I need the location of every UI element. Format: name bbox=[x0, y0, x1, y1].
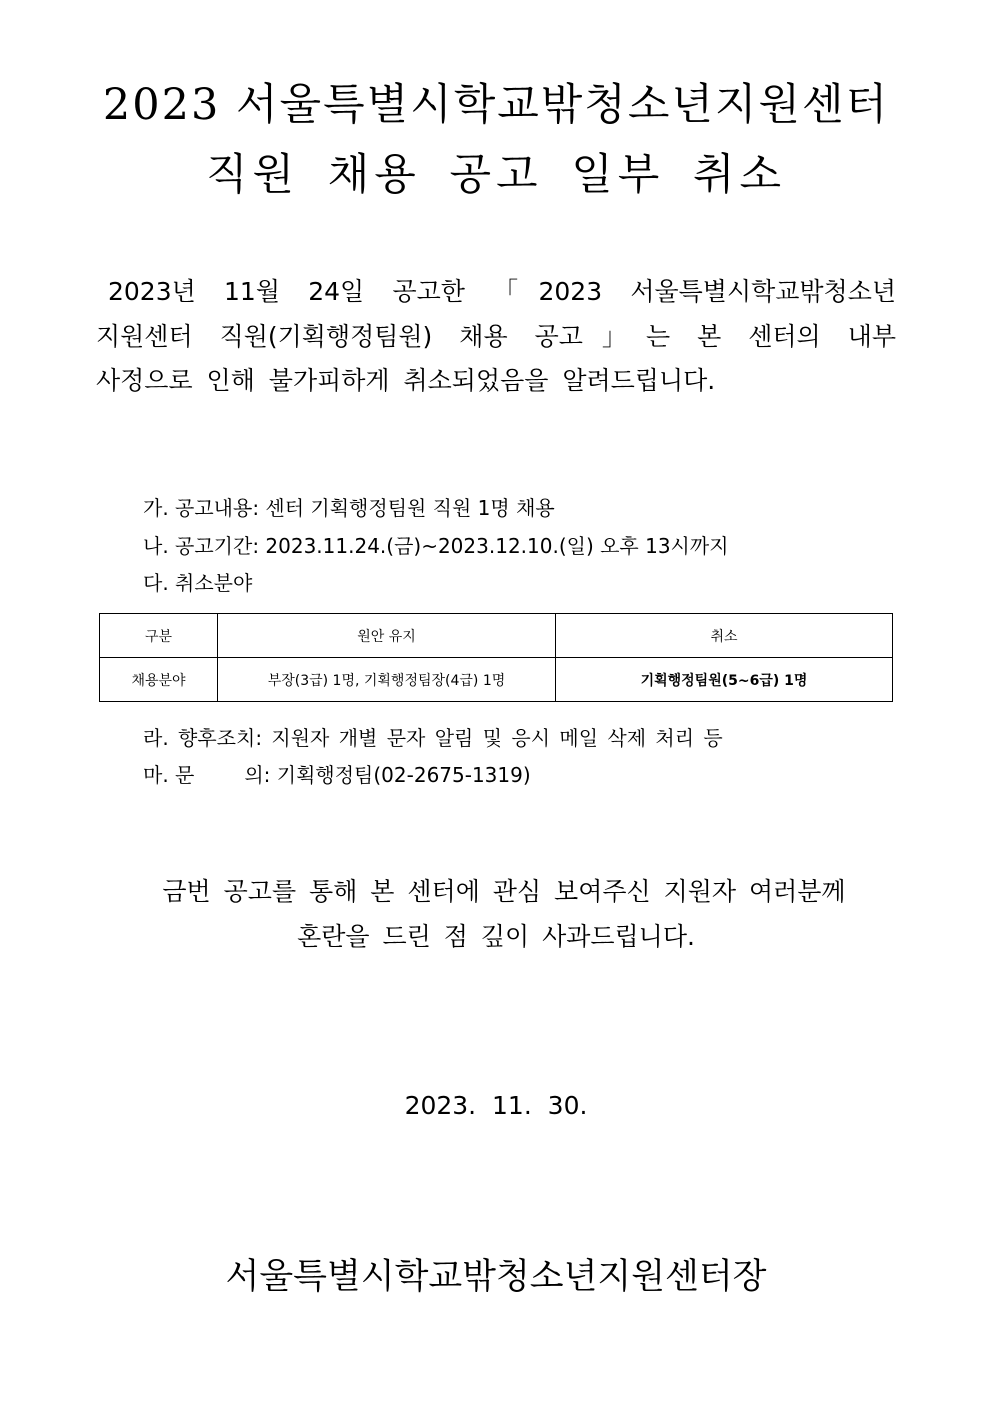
table-header-cancelled: 취소 bbox=[556, 614, 893, 658]
table-cell-category: 채용분야 bbox=[100, 658, 218, 702]
table-cell-kept: 부장(3급) 1명, 기획행정팀장(4급) 1명 bbox=[218, 658, 556, 702]
notice-title-line2: 직원 채용 공고 일부 취소 bbox=[205, 150, 787, 200]
cancel-field-table bbox=[99, 613, 893, 702]
table-row bbox=[100, 658, 893, 702]
notice-date: 2023. 11. 30. bbox=[404, 1091, 588, 1120]
intro-paragraph-line1: 2023년 11월 24일 공고한 「2023 서울특별시학교밖청소년 bbox=[108, 277, 896, 306]
intro-paragraph-line2: 지원센터 직원(기획행정팀원) 채용 공고」는 본 센터의 내부 bbox=[96, 322, 896, 351]
item-announcement-content: 가. 공고내용: 센터 기획행정팀원 직원 1명 채용 bbox=[143, 496, 555, 520]
intro-paragraph-line3: 사정으로 인해 불가피하게 취소되었음을 알려드립니다. bbox=[96, 366, 716, 395]
table-cell-cancelled: 기획행정팀원(5~6급) 1명 bbox=[556, 658, 893, 702]
item-announcement-period: 나. 공고기간: 2023.11.24.(금)~2023.12.10.(일) 오후 13시까지 bbox=[143, 534, 729, 558]
table-header-row bbox=[100, 614, 893, 658]
table-header-category: 구분 bbox=[100, 614, 218, 658]
notice-title-line1: 2023 서울특별시학교밖청소년지원센터 bbox=[102, 80, 890, 130]
item-inquiry-contact: 의: 기획행정팀(02-2675-1319) bbox=[244, 763, 531, 787]
item-inquiry-prefix: 마. 문 bbox=[143, 763, 195, 787]
closing-line1: 금번 공고를 통해 본 센터에 관심 보여주신 지원자 여러분께 bbox=[162, 877, 846, 906]
issuer-signature: 서울특별시학교밖청소년지원센터장 bbox=[225, 1257, 767, 1297]
item-follow-up: 라. 향후조치: 지원자 개별 문자 알림 및 응시 메일 삭제 처리 등 bbox=[143, 726, 723, 750]
item-inquiry bbox=[143, 765, 531, 785]
item-cancel-field: 다. 취소분야 bbox=[143, 571, 253, 595]
closing-line2: 혼란을 드린 점 깊이 사과드립니다. bbox=[297, 922, 695, 951]
table-header-kept: 원안 유지 bbox=[218, 614, 556, 658]
